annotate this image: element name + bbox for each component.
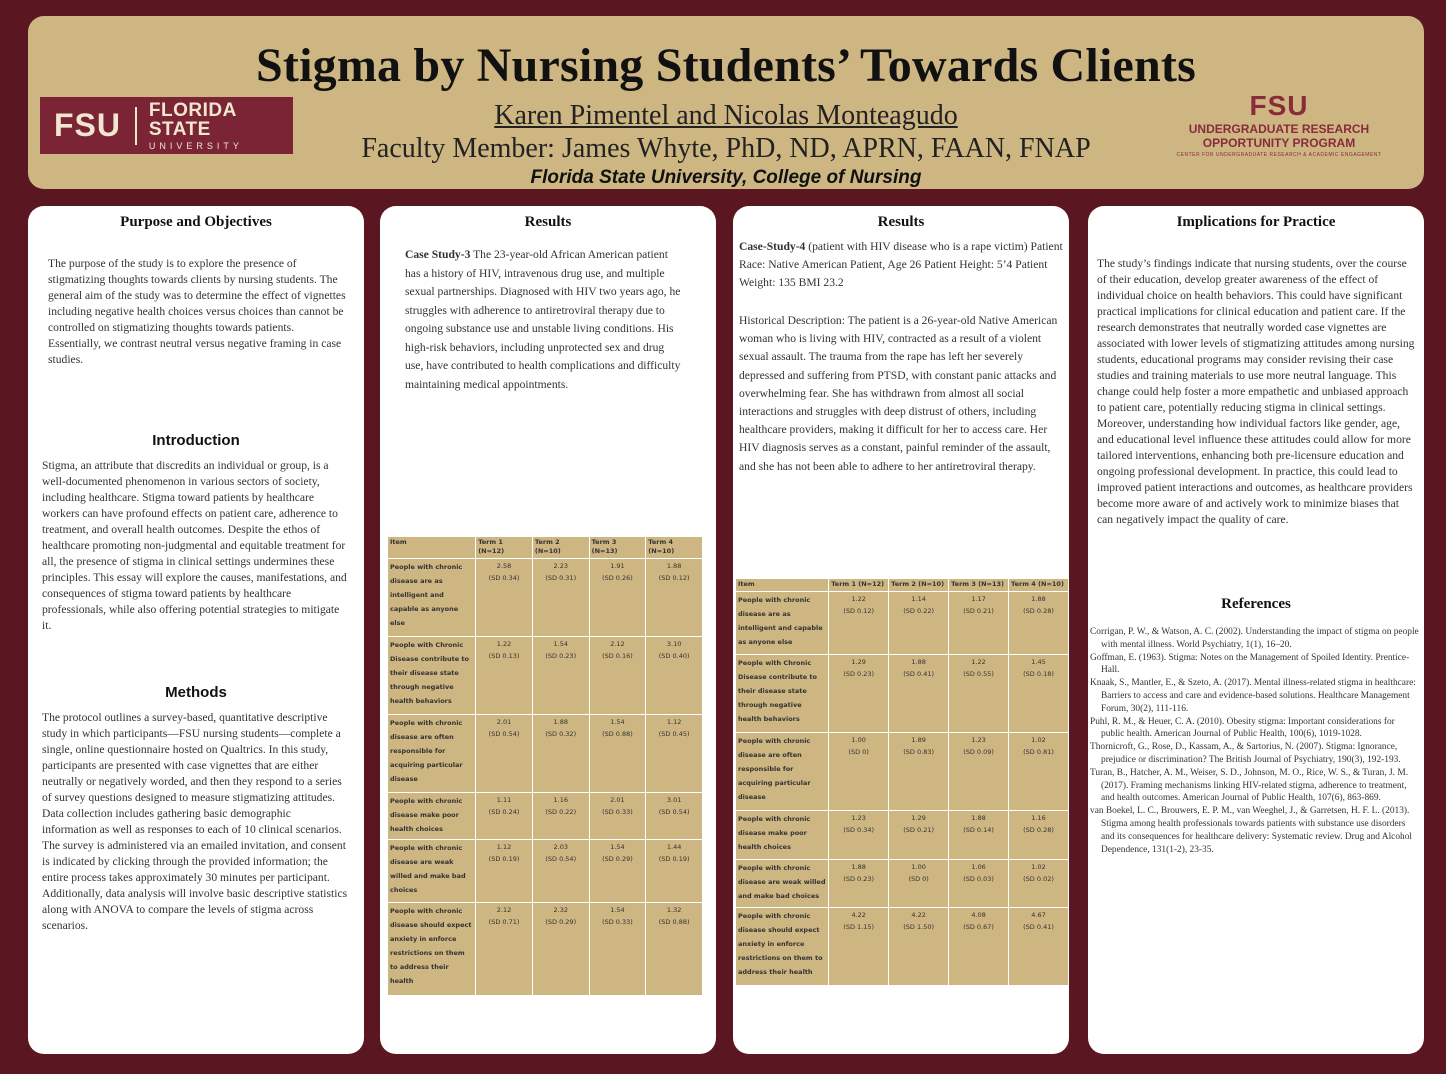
table-row — [736, 907, 1069, 985]
table-cell — [829, 655, 889, 733]
table-cell — [589, 903, 646, 996]
case4-table-header-row — [736, 579, 1069, 592]
table-cell — [476, 903, 533, 996]
cell-mean: 1.88 — [1031, 594, 1046, 603]
table-cell — [889, 591, 949, 654]
methods-title: Methods — [165, 684, 227, 701]
fsu-logo-line1: FLORIDA STATE — [148, 99, 237, 140]
poster-title: Stigma by Nursing Students’ Towards Clients — [256, 39, 1196, 92]
cell-mean: 1.54 — [610, 717, 625, 726]
cell-sd: (SD 0.09) — [963, 748, 994, 757]
cell-sd: (SD 0.54) — [658, 807, 690, 816]
cell-sd: (SD 0.13) — [488, 652, 520, 661]
case4-table-header-cell: Item — [736, 579, 829, 592]
table-row-label: People with chronic disease are as intelligent and capable as anyone else — [736, 591, 829, 654]
table-cell — [1009, 591, 1069, 654]
table-cell — [889, 811, 949, 859]
cell-sd: (SD 0.19) — [658, 855, 690, 864]
cell-mean: 1.22 — [496, 640, 512, 649]
results-table-case3 — [387, 536, 703, 996]
cell-sd: (SD 0.88) — [658, 918, 690, 927]
table-row-label: People with chronic disease should expect anxiety in enforce restrictions on them to address their health — [736, 907, 829, 985]
reference-item: Knaak, S., Mantler, E., & Szeto, A. (2017). Mental illness-related stigma in healthcare: Barriers to access and care and evidence-based solutions. Healthcare Management Forum, 30(2), 111-116. — [1090, 678, 1416, 714]
table-row — [736, 655, 1069, 733]
cell-sd: (SD 0.29) — [602, 855, 633, 864]
cell-mean: 1.00 — [851, 736, 866, 745]
table-cell — [646, 840, 703, 903]
case-study-4-details: (patient with HIV disease who is a rape victim) Patient Race: Native American Patient, Age 26 Patient Height: 5’4 Patient Weight: 135 BMI 23.2 — [739, 240, 1063, 289]
table-row-label: People with chronic disease should expect anxiety in enforce restrictions on them to address their health — [388, 903, 476, 996]
cell-mean: 1.29 — [911, 814, 926, 823]
table-cell — [532, 559, 589, 637]
case4-table-header-cell: Term 3 (N=13) — [949, 579, 1009, 592]
cell-sd: (SD 0) — [908, 874, 929, 883]
case-study-3-text — [405, 246, 681, 394]
cell-mean: 1.88 — [851, 862, 866, 871]
table-row-label: People with chronic disease are often responsible for acquiring particular disease — [388, 714, 476, 792]
case4-table-header-cell: Term 1 (N=12) — [829, 579, 889, 592]
cell-sd: (SD 0.19) — [488, 855, 520, 864]
table-row — [388, 840, 703, 903]
cell-sd: (SD 1.15) — [843, 922, 875, 931]
table-cell — [949, 591, 1009, 654]
cell-sd: (SD 0.28) — [1023, 826, 1054, 835]
cell-mean: 1.14 — [911, 594, 926, 603]
cell-sd: (SD 0.18) — [1023, 670, 1054, 679]
table-row-label: People with chronic disease are as intelligent and capable as anyone else — [388, 559, 476, 637]
case3-table-header-cell: Term 2 (N=10) — [532, 537, 589, 559]
cell-mean: 1.88 — [971, 814, 986, 823]
cell-sd: (SD 0.21) — [963, 606, 994, 615]
table-cell — [476, 840, 533, 903]
table-row-label: People with chronic disease are weak willed and make bad choices — [736, 859, 829, 907]
table-cell — [949, 811, 1009, 859]
case-study-4-label: Case-Study-4 — [739, 240, 806, 253]
cell-sd: (SD 0.32) — [545, 729, 577, 738]
fsu-logo-abbr: FSU — [54, 107, 121, 143]
cell-mean: 4.67 — [1031, 910, 1046, 919]
cell-mean: 3.10 — [666, 640, 682, 649]
cell-mean: 1.22 — [971, 658, 986, 667]
table-row-label: People with chronic disease are weak willed and make bad choices — [388, 840, 476, 903]
cell-sd: (SD 0.34) — [843, 826, 875, 835]
table-row — [388, 792, 703, 840]
urop-logo-line2: OPPORTUNITY PROGRAM — [1202, 136, 1356, 150]
cell-mean: 1.00 — [911, 862, 926, 871]
cell-sd: (SD 0.03) — [963, 874, 994, 883]
case3-table-header-cell: Term 1 (N=12) — [476, 537, 533, 559]
table-cell — [829, 907, 889, 985]
cell-mean: 4.08 — [971, 910, 986, 919]
cell-sd: (SD 0.45) — [658, 729, 690, 738]
urop-logo-line1: UNDERGRADUATE RESEARCH — [1188, 122, 1370, 136]
cell-mean: 2.01 — [610, 795, 625, 804]
cell-mean: 1.88 — [553, 717, 568, 726]
table-cell — [646, 903, 703, 996]
table-row-label: People with chronic disease make poor health choices — [388, 792, 476, 840]
case-study-3-body: The 23-year-old African American patient has a history of HIV, intravenous drug use, and multiple sexual partnerships. Diagnosed with HIV two years ago, he struggles with adherence to antiretroviral therapy due to ongoing substance use and unstable living conditions. His high-risk behaviors, including unprotected sex and drug use, have contributed to health complications and difficulty maintaining medical appointments. — [405, 248, 681, 391]
cell-mean: 1.12 — [496, 843, 512, 852]
cell-mean: 1.12 — [666, 717, 682, 726]
cell-sd: (SD 0.40) — [658, 652, 690, 661]
references-list — [1090, 626, 1420, 856]
table-cell — [829, 859, 889, 907]
table-cell — [476, 714, 533, 792]
panel-implications — [1088, 206, 1424, 1054]
cell-mean: 1.44 — [666, 843, 682, 852]
cell-sd: (SD 0.26) — [602, 574, 633, 583]
case3-table-header-row — [388, 537, 703, 559]
faculty-member: Faculty Member: James Whyte, PhD, ND, APRN, FAAN, FNAP — [361, 133, 1091, 164]
table-row — [736, 733, 1069, 811]
cell-sd: (SD 1.50) — [903, 922, 935, 931]
cell-sd: (SD 0) — [848, 748, 869, 757]
table-cell — [1009, 859, 1069, 907]
cell-sd: (SD 0.71) — [488, 918, 520, 927]
cell-mean: 1.23 — [971, 736, 986, 745]
cell-sd: (SD 0.22) — [903, 606, 935, 615]
implications-title: Implications for Practice — [1176, 214, 1336, 230]
table-cell — [949, 907, 1009, 985]
cell-sd: (SD 0.88) — [602, 729, 633, 738]
table-cell — [532, 903, 589, 996]
cell-mean: 1.54 — [610, 906, 625, 915]
cell-mean: 1.91 — [610, 562, 625, 571]
cell-sd: (SD 0.34) — [488, 574, 520, 583]
table-cell — [589, 637, 646, 715]
cell-mean: 1.89 — [911, 736, 926, 745]
cell-mean: 1.16 — [553, 795, 568, 804]
purpose-text: The purpose of the study is to explore the presence of stigmatizing thoughts towards clients by nursing students. The general aim of the study was to determine the effect of vignettes including negative health choices versus choices than cannot be controlled on stigmatizing thoughts towards patients. Essentially, we contrast neutral versus negative framing in case studies. — [48, 257, 346, 366]
cell-mean: 3.01 — [666, 795, 682, 804]
introduction-title: Introduction — [152, 432, 240, 449]
cell-sd: (SD 0.22) — [545, 807, 577, 816]
cell-mean: 1.22 — [851, 594, 866, 603]
cell-mean: 2.01 — [496, 717, 512, 726]
reference-item: van Boekel, L. C., Brouwers, E. P. M., van Weeghel, J., & Garretsen, H. F. L. (2013). Stigma among health professionals towards patients with substance use disorders and its consequences for healthcare delivery: Systematic review. Drug and Alcohol Dependence, 131(1-2), 23-35. — [1090, 806, 1413, 855]
case3-table-header-cell: Term 4 (N=10) — [646, 537, 703, 559]
cell-sd: (SD 0.12) — [843, 606, 875, 615]
table-row-label: People with chronic disease are often responsible for acquiring particular disease — [736, 733, 829, 811]
urop-logo — [1148, 90, 1410, 158]
table-row — [736, 591, 1069, 654]
case4-table-header-cell: Term 4 (N=10) — [1009, 579, 1069, 592]
cell-mean: 2.12 — [610, 640, 625, 649]
table-row-label: People with chronic disease make poor health choices — [736, 811, 829, 859]
cell-sd: (SD 0.21) — [903, 826, 935, 835]
cell-mean: 2.12 — [496, 906, 512, 915]
case3-table-header-cell: Term 3 (N=13) — [589, 537, 646, 559]
methods-text: The protocol outlines a survey-based, quantitative descriptive study in which participants—FSU nursing students—complete a single, online questionnaire hosted on Qualtrics. In this study, participants are presented with case vignettes that are either neutrally or negatively worded, and then they respond to a series of survey questions designed to measure stigmatizing attitudes. Data collection includes gathering basic demographic information as well as responses to each of 10 clinical scenarios. The survey is administered via an emailed invitation, and consent is indicated by clicking through the provided information; the entire process takes approximately 30 minutes per participant. Additionally, data analysis will involve basic descriptive statistics along with ANOVA to compare the levels of stigma across scenarios. — [42, 711, 348, 932]
cell-mean: 1.16 — [1031, 814, 1046, 823]
cell-mean: 4.22 — [911, 910, 926, 919]
cell-sd: (SD 0.23) — [545, 652, 577, 661]
table-cell — [532, 792, 589, 840]
cell-sd: (SD 0.23) — [843, 670, 875, 679]
authors: Karen Pimentel and Nicolas Monteagudo — [494, 100, 958, 131]
table-row — [388, 559, 703, 637]
table-row-label: People with Chronic Disease contribute to their disease state through negative health behaviors — [388, 637, 476, 715]
table-cell — [532, 637, 589, 715]
table-cell — [949, 655, 1009, 733]
cell-sd: (SD 0.41) — [1023, 922, 1054, 931]
panel-purpose — [28, 206, 364, 1054]
table-cell — [646, 559, 703, 637]
panel-results-case3 — [380, 206, 716, 1054]
cell-sd: (SD 0.16) — [602, 652, 633, 661]
table-row — [388, 714, 703, 792]
cell-mean: 2.03 — [553, 843, 568, 852]
cell-sd: (SD 0.67) — [963, 922, 994, 931]
results-title: Results — [877, 214, 925, 230]
cell-mean: 1.23 — [851, 814, 866, 823]
implications-text: The study’s findings indicate that nursing students, over the course of their education, develop greater awareness of the effect of individual choice on health behaviors. This could have significant practical implications for clinical education and patient care. If the research demonstrates that neutrally worded case vignettes are associated with lower levels of stigmatizing attitudes among nursing students, educational programs may consider revising their case studies and training materials to use more neutral language. This change could help foster a more empathetic and unbiased approach to patient care, potentially reducing stigma in clinical settings. Moreover, understanding how individual factors like gender, age, and educational level influence these attitudes could allow for more tailored interventions, enhancing both pre-licensure education and ongoing professional development. In practice, this could lead to improved patient interactions and outcomes, as healthcare providers become more aware of and actively work to minimize biases that can negatively impact the quality of care. — [1097, 257, 1415, 526]
table-cell — [589, 559, 646, 637]
reference-item: Corrigan, P. W., & Watson, A. C. (2002). Understanding the impact of stigma on people with mental illness. World Psychiatry, 1(1), 16–20. — [1090, 627, 1419, 650]
table-cell — [476, 637, 533, 715]
table-cell — [889, 859, 949, 907]
cell-mean: 1.06 — [971, 862, 986, 871]
results-table-case4 — [735, 578, 1069, 986]
urop-logo-line3: CENTER FOR UNDERGRADUATE RESEARCH & ACADEMIC ENGAGEMENT — [1176, 152, 1382, 158]
table-cell — [646, 637, 703, 715]
cell-sd: (SD 0.55) — [963, 670, 994, 679]
poster-header — [28, 16, 1424, 189]
case4-table-header-cell: Term 2 (N=10) — [889, 579, 949, 592]
affiliation: Florida State University, College of Nursing — [530, 167, 922, 188]
table-cell — [829, 811, 889, 859]
cell-sd: (SD 0.41) — [903, 670, 935, 679]
table-cell — [646, 792, 703, 840]
cell-sd: (SD 0.33) — [602, 918, 633, 927]
cell-mean: 1.88 — [911, 658, 926, 667]
table-cell — [1009, 655, 1069, 733]
panel-results-case4 — [733, 206, 1069, 1054]
table-cell — [829, 733, 889, 811]
table-cell — [1009, 811, 1069, 859]
table-cell — [949, 733, 1009, 811]
table-cell — [1009, 907, 1069, 985]
table-cell — [532, 714, 589, 792]
table-cell — [646, 714, 703, 792]
cell-mean: 1.11 — [496, 795, 512, 804]
reference-item: Puhl, R. M., & Heuer, C. A. (2010). Obesity stigma: Important considerations for public health. American Journal of Public Health, 100(6), 1019-1028. — [1090, 716, 1395, 740]
cell-mean: 2.23 — [553, 562, 568, 571]
results-title: Results — [524, 214, 572, 230]
case-study-4-history: Historical Description: The patient is a 26-year-old Native American woman who is living with HIV, contracted as a result of a violent sexual assault. The trauma from the rape has left her severely depressed and suffering from PTSD, with constant panic attacks and overwhelming fear. She has withdrawn from almost all social interactions and struggles with deep distrust of others, including healthcare providers, making it difficult for her to access care. Her HIV diagnosis serves as a constant, painful reminder of the assault, and she has not been able to adhere to her antiretroviral therapy. — [739, 314, 1058, 473]
cell-mean: 1.88 — [666, 562, 682, 571]
table-cell — [532, 840, 589, 903]
table-cell — [589, 840, 646, 903]
reference-item: Turan, B., Hatcher, A. M., Weiser, S. D., Johnson, M. O., Rice, W. S., & Turan, J. M. (2017). Framing mechanisms linking HIV-related stigma, adherence to treatment, and health outcomes. American Journal of Public Health, 107(6), 863-869. — [1090, 767, 1409, 804]
cell-sd: (SD 0.31) — [545, 574, 577, 583]
cell-sd: (SD 0.12) — [658, 574, 690, 583]
cell-mean: 4.22 — [851, 910, 866, 919]
cell-sd: (SD 0.02) — [1023, 874, 1054, 883]
table-cell — [829, 591, 889, 654]
introduction-text: Stigma, an attribute that discredits an individual or group, is a well-documented phenomenon in various sectors of society, including healthcare. Stigma toward patients by healthcare workers can have profound effects on patient care, adherence to treatment, and overall health outcomes. Despite the ethos of healthcare promoting non-judgmental and equitable treatment for all, the presence of stigma in clinical settings undermines these principles. This essay will explore the causes, manifestations, and consequences of stigma toward patients by healthcare professionals, while also offering potential strategies to mitigate it. — [42, 459, 347, 632]
reference-item: Goffman, E. (1963). Stigma: Notes on the Management of Spoiled Identity. Prentice-Hall. — [1090, 652, 1410, 676]
cell-sd: (SD 0.83) — [903, 748, 935, 757]
case-study-4-intro — [739, 238, 1067, 292]
table-row — [388, 903, 703, 996]
cell-sd: (SD 0.54) — [545, 855, 577, 864]
table-row — [388, 637, 703, 715]
cell-mean: 1.54 — [610, 843, 625, 852]
table-cell — [889, 733, 949, 811]
table-cell — [889, 907, 949, 985]
cell-mean: 1.54 — [553, 640, 568, 649]
cell-sd: (SD 0.28) — [1023, 606, 1054, 615]
cell-sd: (SD 0.33) — [602, 807, 633, 816]
case3-table-header-cell: Item — [388, 537, 476, 559]
cell-mean: 1.32 — [666, 906, 682, 915]
purpose-title: Purpose and Objectives — [120, 214, 272, 230]
cell-mean: 1.29 — [851, 658, 866, 667]
table-cell — [476, 792, 533, 840]
table-row-label: People with Chronic Disease contribute to their disease state through negative health behaviors — [736, 655, 829, 733]
table-cell — [476, 559, 533, 637]
reference-item: Thornicroft, G., Rose, D., Kassam, A., & Sartorius, N. (2007). Stigma: Ignorance, prejudice or discrimination? The British Journal of Psychiatry, 190(3), 192-193. — [1090, 742, 1401, 765]
cell-mean: 2.58 — [496, 562, 512, 571]
cell-sd: (SD 0.23) — [843, 874, 875, 883]
table-cell — [949, 859, 1009, 907]
table-cell — [589, 792, 646, 840]
references-title: References — [1221, 596, 1291, 612]
case-study-3-label: Case Study-3 — [405, 248, 471, 261]
cell-sd: (SD 0.54) — [488, 729, 520, 738]
table-cell — [1009, 733, 1069, 811]
cell-mean: 1.02 — [1031, 736, 1046, 745]
cell-sd: (SD 0.29) — [545, 918, 577, 927]
cell-mean: 1.02 — [1031, 862, 1046, 871]
fsu-logo-line2: UNIVERSITY — [148, 140, 243, 151]
cell-sd: (SD 0.81) — [1023, 748, 1054, 757]
cell-mean: 1.45 — [1031, 658, 1046, 667]
table-row — [736, 859, 1069, 907]
table-cell — [589, 714, 646, 792]
table-row — [736, 811, 1069, 859]
cell-mean: 2.32 — [553, 906, 568, 915]
urop-logo-abbr: FSU — [1249, 90, 1309, 121]
cell-sd: (SD 0.24) — [488, 807, 520, 816]
cell-mean: 1.17 — [971, 594, 986, 603]
table-cell — [889, 655, 949, 733]
cell-sd: (SD 0.14) — [963, 826, 994, 835]
